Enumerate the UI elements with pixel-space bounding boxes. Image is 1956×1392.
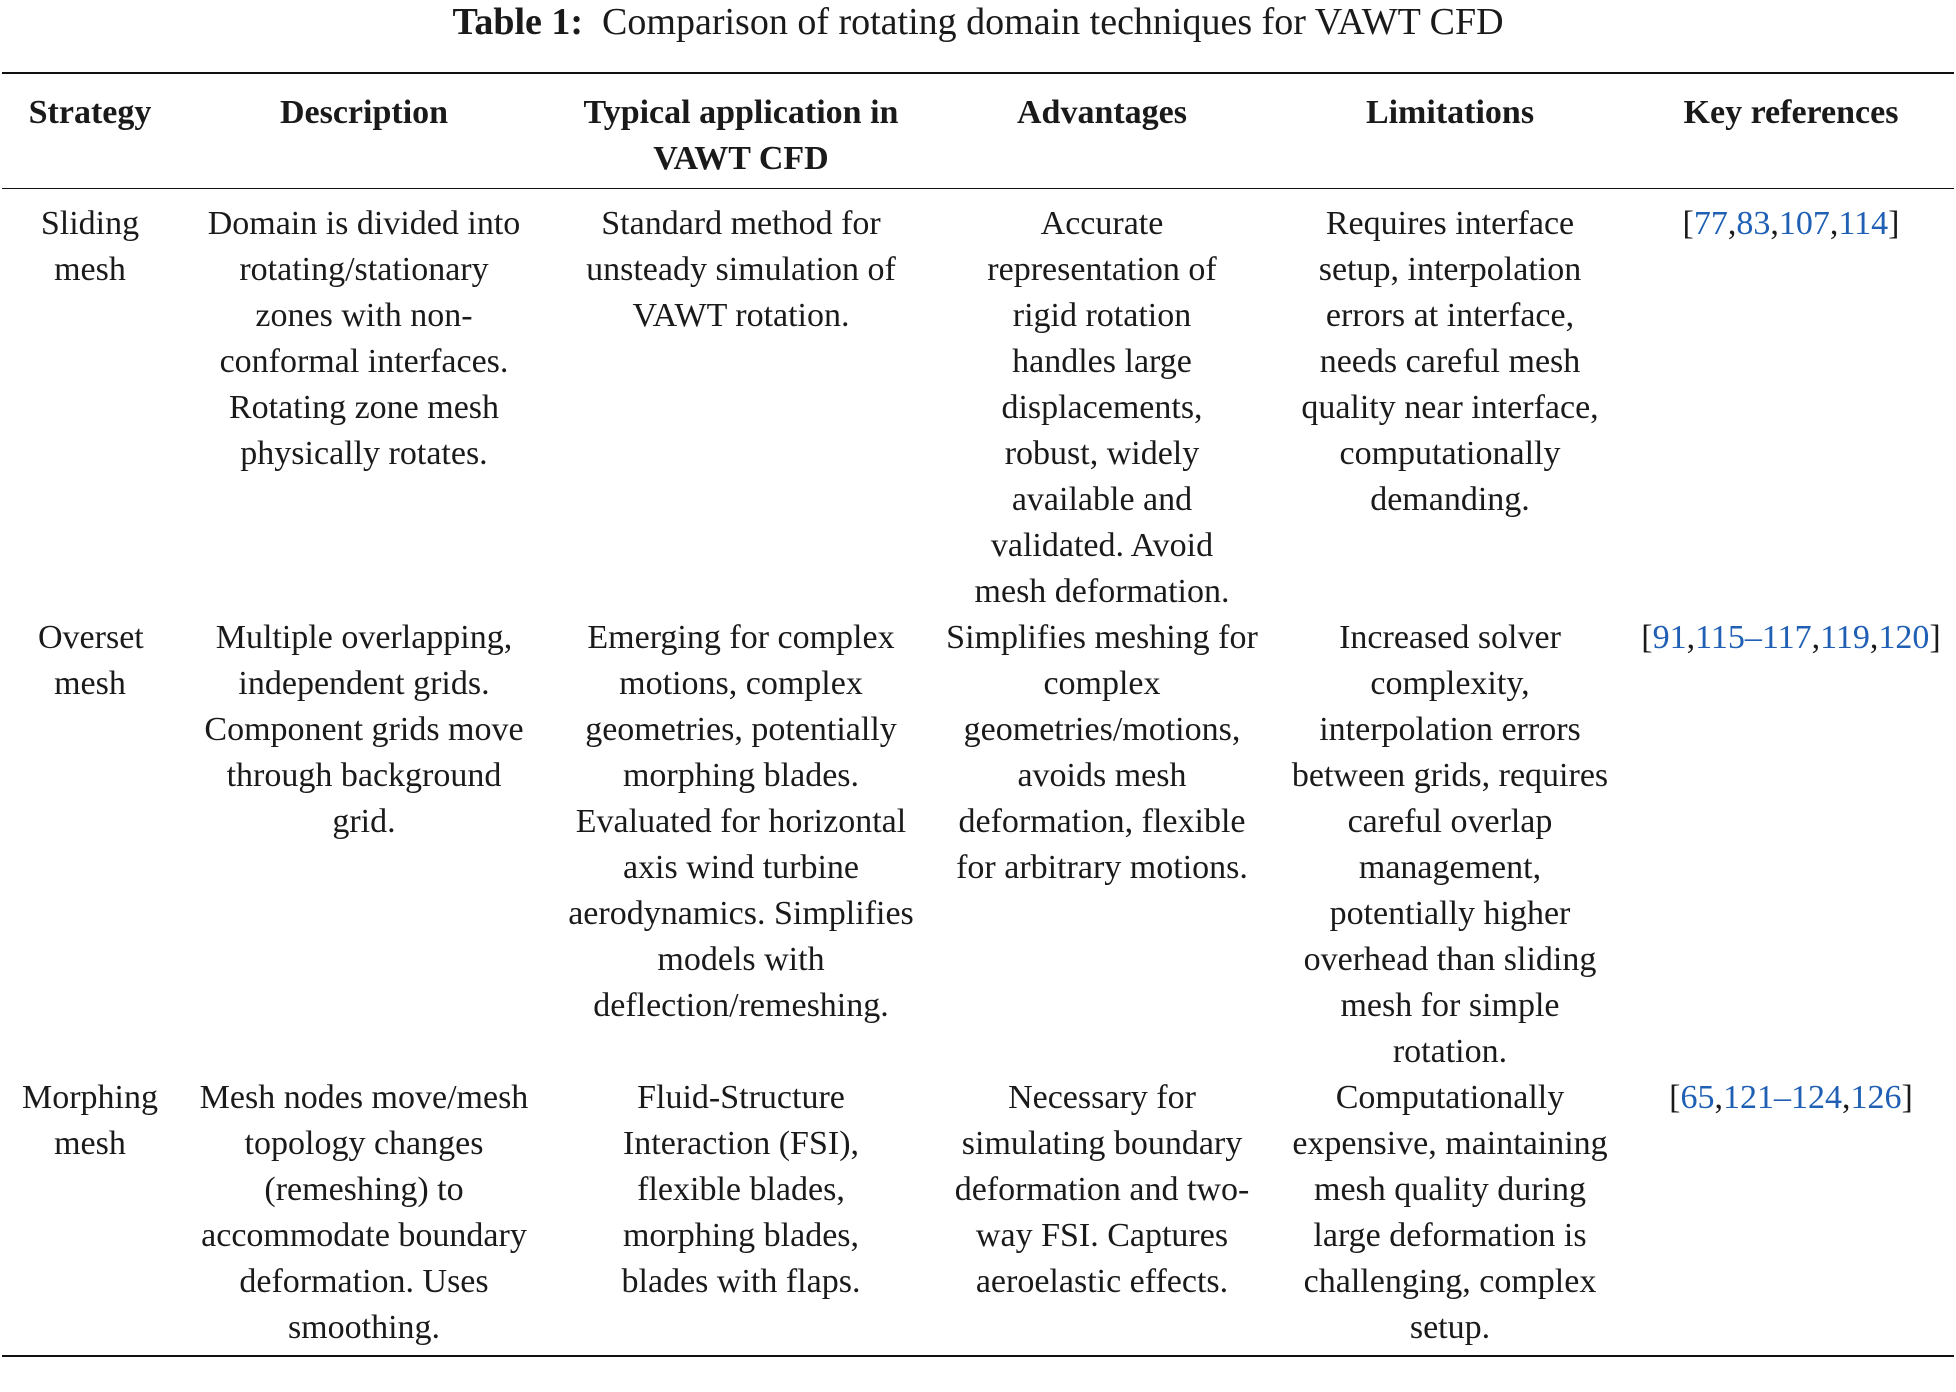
table-caption-label: Table 1:: [452, 1, 584, 43]
header-row: [2, 73, 1954, 189]
reference-link[interactable]: 114: [1838, 205, 1889, 242]
cell-description: Mesh nodes move/mesh topology changes (remeshing) to accommodate boundary deformation. Uses smoothing.: [199, 1079, 529, 1346]
reference-link[interactable]: 77: [1693, 205, 1728, 242]
reference-link[interactable]: 119: [1820, 619, 1870, 656]
cell-references: [1628, 189, 1954, 616]
header-strategy: Strategy: [28, 94, 152, 131]
ref-separator: ,: [1770, 205, 1779, 242]
cell-strategy: Overset mesh: [38, 619, 144, 702]
cell-references: [1628, 615, 1954, 1075]
reference-link[interactable]: 91: [1652, 619, 1687, 656]
ref-range-dash: –: [1774, 1079, 1791, 1116]
table-row: [2, 1075, 1954, 1356]
comparison-table: [2, 72, 1954, 1357]
table-row: [2, 615, 1954, 1075]
ref-bracket-close: ]: [1888, 205, 1900, 242]
cell-application: Standard method for unsteady simulation of VAWT rotation.: [586, 205, 896, 334]
cell-advantages: Simplifies meshing for complex geometries/motions, avoids mesh deformation, flexible for arbitrary motions.: [946, 619, 1258, 886]
reference-link[interactable]: 65: [1680, 1079, 1715, 1116]
ref-separator: ,: [1686, 619, 1696, 656]
header-references: Key references: [1683, 94, 1899, 131]
header-description: Description: [279, 94, 449, 131]
table-body: [2, 189, 1954, 1357]
ref-bracket-close: ]: [1929, 619, 1941, 656]
cell-limitations: Increased solver complexity, interpolation errors between grids, requires careful overlap management, potentially higher overhead than sliding mesh for simple rotation.: [1291, 619, 1609, 1070]
reference-link[interactable]: 107: [1778, 205, 1830, 242]
table-caption: [0, 0, 1956, 44]
cell-application: Emerging for complex motions, complex geometries, potentially morphing blades. Evaluated for horizontal axis wind turbine aerodynamics. Simplifies models with deflection/remeshing.: [568, 619, 914, 1024]
header-application: Typical application in VAWT CFD: [583, 94, 899, 177]
table-row: [2, 189, 1954, 616]
reference-link[interactable]: 120: [1878, 619, 1930, 656]
ref-bracket-open: [: [1669, 1079, 1681, 1116]
cell-application: Fluid-Structure Interaction (FSI), flexible blades, morphing blades, blades with flaps.: [621, 1079, 861, 1300]
cell-limitations: Requires interface setup, interpolation errors at interface, needs careful mesh quality near interface, computationally demanding.: [1301, 205, 1599, 518]
reference-link[interactable]: 121: [1723, 1079, 1774, 1116]
ref-separator: ,: [1714, 1079, 1723, 1116]
cell-limitations: Computationally expensive, maintaining mesh quality during large deformation is challenging, complex setup.: [1292, 1079, 1608, 1346]
cell-references: [1628, 1075, 1954, 1356]
reference-link[interactable]: 117: [1761, 619, 1812, 656]
cell-strategy: Sliding mesh: [40, 205, 140, 288]
ref-separator: ,: [1842, 1079, 1851, 1116]
table-caption-text: Comparison of rotating domain techniques for VAWT CFD: [602, 1, 1504, 43]
header-limitations: Limitations: [1365, 94, 1535, 131]
ref-range-dash: –: [1744, 619, 1762, 656]
ref-separator: ,: [1829, 205, 1839, 242]
table-header: [2, 73, 1954, 189]
cell-description: Multiple overlapping, independent grids. Component grids move through background grid.: [204, 619, 524, 840]
ref-bracket-open: [: [1641, 619, 1653, 656]
cell-advantages: Necessary for simulating boundary deformation and two-way FSI. Captures aeroelastic effects.: [954, 1079, 1250, 1300]
reference-link[interactable]: 124: [1791, 1079, 1842, 1116]
ref-bracket-close: ]: [1901, 1079, 1913, 1116]
cell-strategy: Morphing mesh: [22, 1079, 158, 1162]
ref-separator: ,: [1727, 205, 1737, 242]
cell-description: Domain is divided into rotating/stationary zones with non-conformal interfaces. Rotating zone mesh physically rotates.: [207, 205, 521, 472]
ref-separator: ,: [1811, 619, 1821, 656]
ref-bracket-open: [: [1682, 205, 1694, 242]
cell-advantages: Accurate representation of rigid rotation handles large displacements, robust, widely available and validated. Avoid mesh deformation.: [974, 205, 1230, 610]
reference-link[interactable]: 115: [1695, 619, 1745, 656]
header-advantages: Advantages: [1016, 94, 1188, 131]
reference-link[interactable]: 126: [1850, 1079, 1902, 1116]
reference-link[interactable]: 83: [1736, 205, 1771, 242]
ref-separator: ,: [1869, 619, 1879, 656]
